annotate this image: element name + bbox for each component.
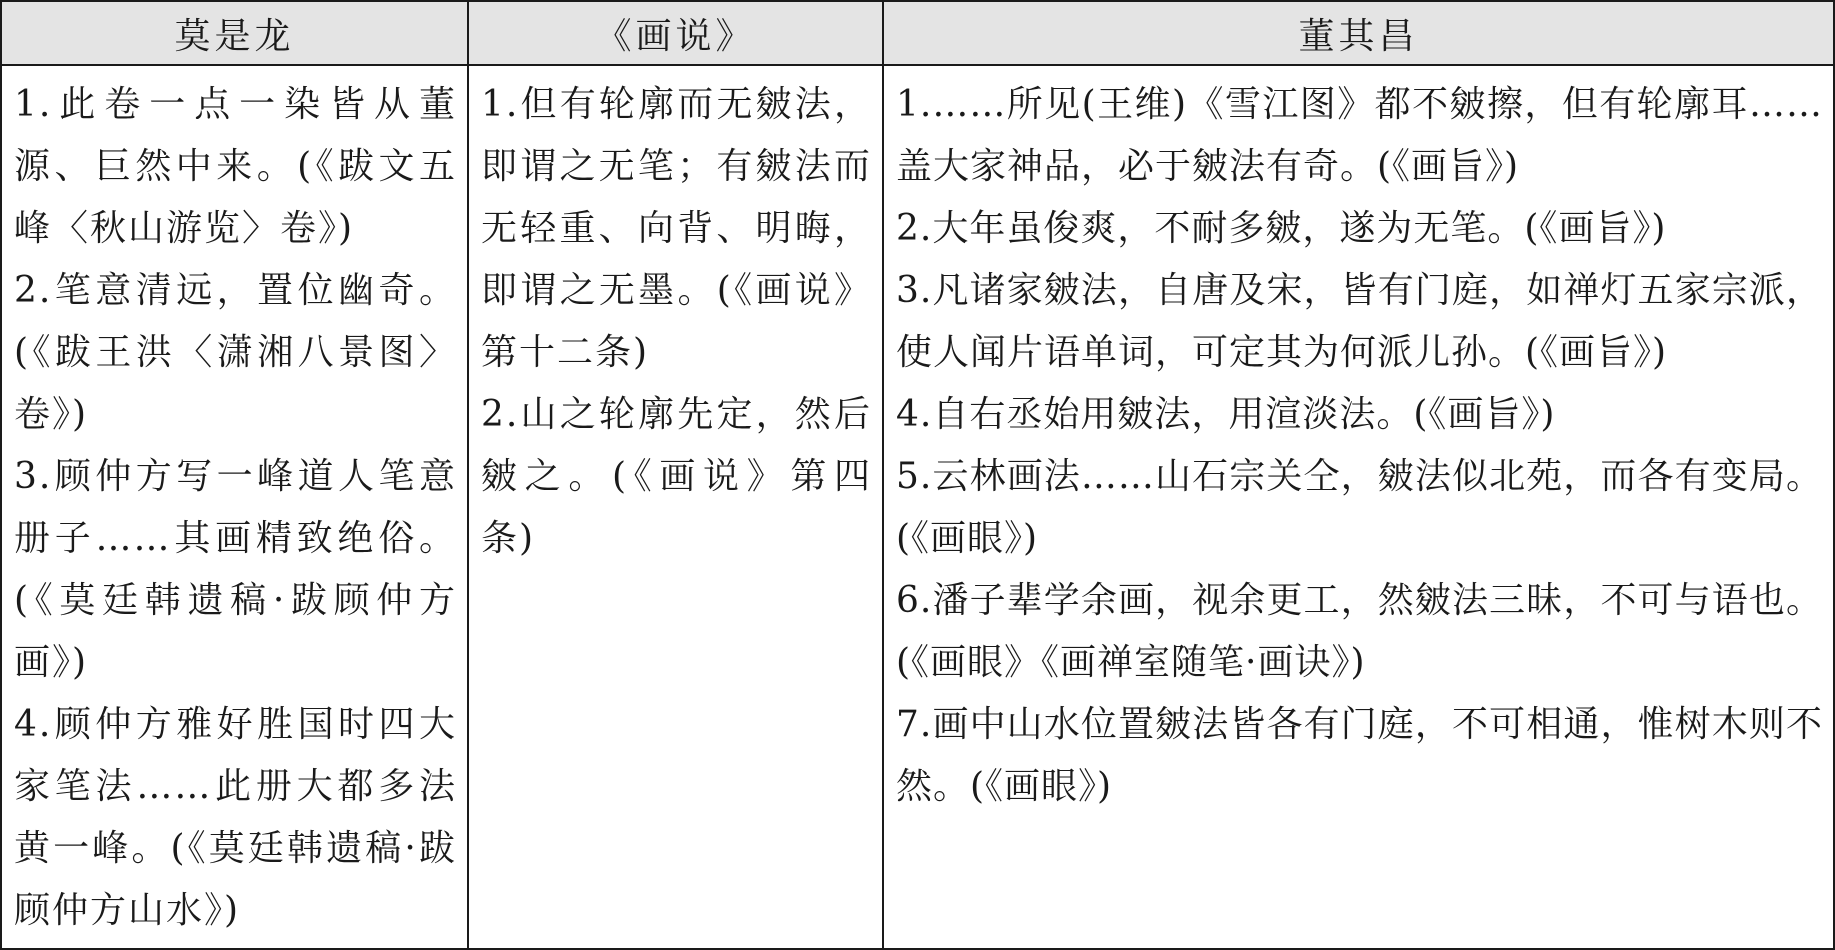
- list-item: 1.但有轮廓而无皴法，即谓之无笔；有皴法而无轻重、向背、明晦，即谓之无墨。(《画说》第十二条): [481, 84, 872, 373]
- header-huashuo: 《画说》: [468, 1, 883, 65]
- content-row: [1, 65, 1834, 949]
- column-mo-shilong: [1, 65, 468, 949]
- header-dong-qichang: 董其昌: [883, 1, 1834, 65]
- list-item: 1.此卷一点一染皆从董源、巨然中来。(《跋文五峰〈秋山游览〉卷》): [14, 84, 457, 249]
- list-item: 3.顾仲方写一峰道人笔意册子……其画精致绝俗。(《莫廷韩遗稿·跋顾仲方画》): [14, 456, 457, 683]
- list-item: 2.笔意清远，置位幽奇。(《跋王洪〈潇湘八景图〉卷》): [14, 270, 457, 435]
- list-item: 6.潘子辈学余画，视余更工，然皴法三昧，不可与语也。(《画眼》《画禅室随笔·画诀》): [896, 580, 1823, 683]
- list-item: 2.山之轮廓先定，然后皴之。(《画说》第四条): [481, 394, 872, 559]
- list-item: 7.画中山水位置皴法皆各有门庭，不可相通，惟树木则不然。(《画眼》): [896, 704, 1823, 807]
- header-row: [1, 1, 1834, 65]
- list-item: 3.凡诸家皴法，自唐及宋，皆有门庭，如禅灯五家宗派，使人闻片语单词，可定其为何派儿孙。(《画旨》): [896, 270, 1823, 373]
- list-item: 2.大年虽俊爽，不耐多皴，遂为无笔。(《画旨》): [896, 208, 1667, 249]
- list-item: 1.……所见(王维)《雪江图》都不皴擦，但有轮廓耳……盖大家神品，必于皴法有奇。(《画旨》): [896, 84, 1823, 187]
- list-item: 4.自右丞始用皴法，用渲淡法。(《画旨》): [896, 394, 1556, 435]
- header-mo-shilong: 莫是龙: [1, 1, 468, 65]
- column-huashuo: [468, 65, 883, 949]
- list-item: 5.云林画法……山石宗关仝，皴法似北苑，而各有变局。(《画眼》): [896, 456, 1823, 559]
- column-dong-qichang: [883, 65, 1834, 949]
- list-item: 4.顾仲方雅好胜国时四大家笔法……此册大都多法黄一峰。(《莫廷韩遗稿·跋顾仲方山水》): [14, 704, 457, 931]
